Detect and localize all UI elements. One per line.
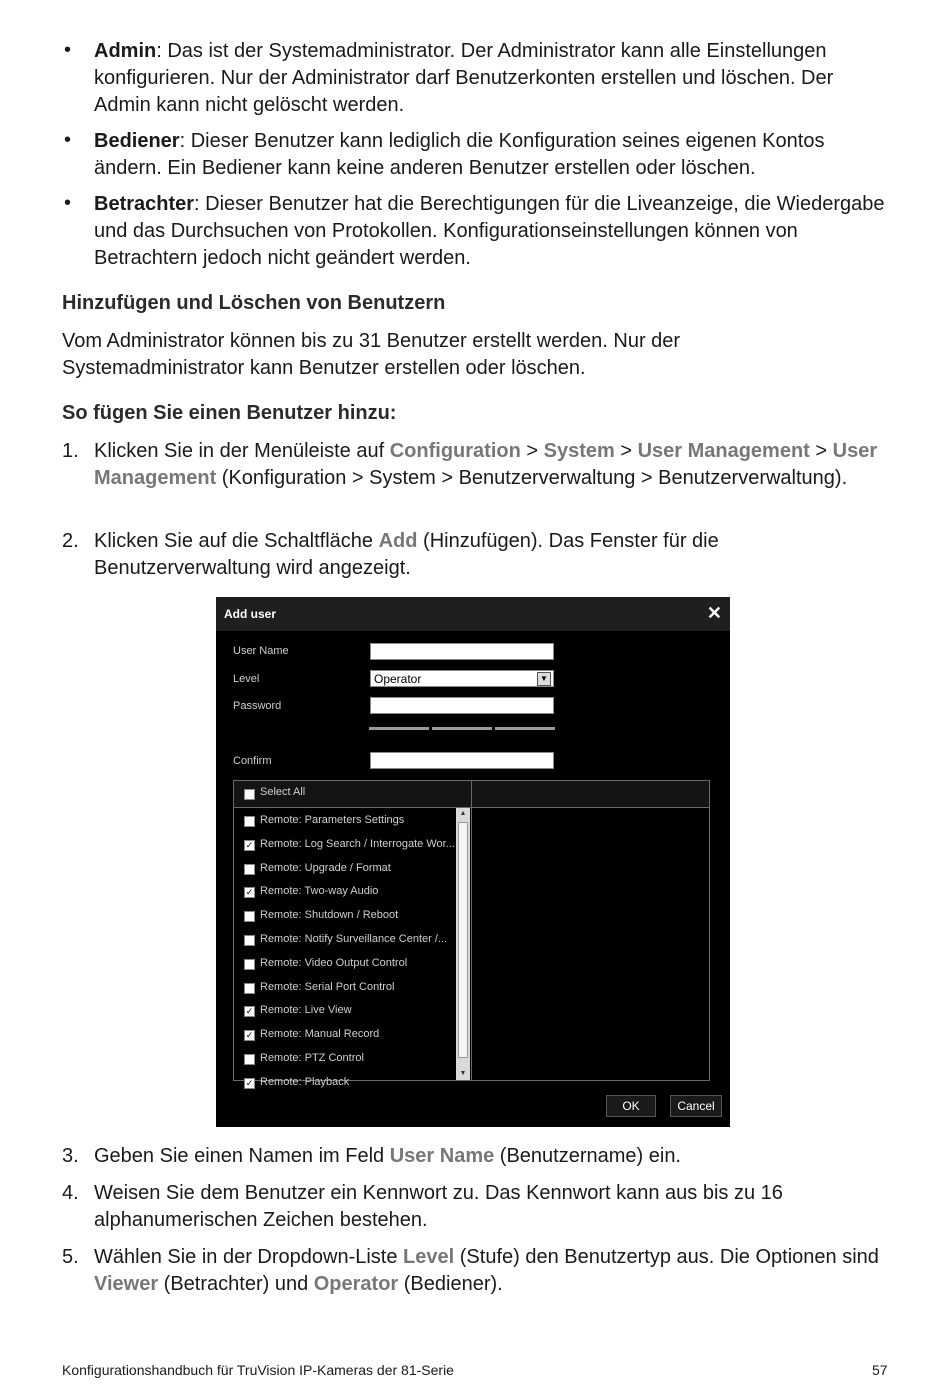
scroll-down-icon[interactable]: ▼ xyxy=(459,1070,467,1077)
permission-label: Remote: PTZ Control xyxy=(260,1052,364,1064)
password-strength-bar xyxy=(432,727,492,730)
page-number: 57 xyxy=(872,1362,888,1378)
step-2: Klicken Sie auf die Schaltfläche Add (Hinzufügen). Das Fenster für die Benutzerverwaltung wird angezeigt. xyxy=(94,530,719,579)
scroll-thumb[interactable] xyxy=(458,822,468,1058)
dialog-titlebar xyxy=(216,597,730,631)
step-number: 5. xyxy=(62,1246,79,1268)
step-4: Weisen Sie dem Benutzer ein Kennwort zu. Das Kennwort kann aus bis zu 16 alphanumerischen Zeichen bestehen. xyxy=(94,1182,783,1231)
role-viewer: Betrachter: Dieser Benutzer hat die Berechtigungen für die Liveanzeige, die Wiedergabe und das Durchsuchen von Protokollen. Konfigurationseinstellungen können von Betrachtern jedoch nicht geändert werden. xyxy=(94,193,885,269)
permission-label: Remote: Playback xyxy=(260,1075,350,1088)
footer-title: Konfigurationshandbuch für TruVision IP-Kameras der 81-Serie xyxy=(62,1362,454,1378)
permission-label: Remote: Upgrade / Format xyxy=(260,861,391,874)
permission-checkbox[interactable]: ✓ xyxy=(245,1006,254,1017)
step-3: Geben Sie einen Namen im Feld User Name (Benutzername) ein. xyxy=(94,1145,681,1167)
step-5: Wählen Sie in der Dropdown-Liste Level (Stufe) den Benutzertyp aus. Die Optionen sind Viewer (Betrachter) und Operator (Bediener). xyxy=(94,1246,879,1295)
permission-label: Remote: Video Output Control xyxy=(260,956,408,969)
permission-checkbox[interactable] xyxy=(244,935,255,946)
permission-label: Remote: Notify Surveillance Center /... xyxy=(260,933,448,945)
ok-button[interactable]: OK xyxy=(606,1095,656,1117)
permission-checkbox[interactable]: ✓ xyxy=(245,887,254,898)
permission-scrollbar[interactable] xyxy=(456,808,470,1080)
permission-label: Remote: Live View xyxy=(260,1004,352,1017)
bullet-dot: • xyxy=(64,129,72,151)
close-icon[interactable]: ✕ xyxy=(706,603,722,623)
confirm-input[interactable] xyxy=(370,752,554,769)
procedure-heading: So fügen Sie einen Benutzer hinzu: xyxy=(62,402,397,424)
level-select[interactable]: Operator ▼ xyxy=(370,670,554,687)
step-number: 2. xyxy=(62,530,79,552)
bullet-dot: • xyxy=(64,39,72,61)
permission-checkbox[interactable] xyxy=(244,864,255,875)
add-user-dialog xyxy=(216,597,730,1127)
password-label: Password xyxy=(233,700,282,712)
step-number: 1. xyxy=(62,440,79,462)
column-divider xyxy=(471,781,472,1080)
password-input[interactable] xyxy=(370,697,554,714)
permission-checkbox[interactable] xyxy=(244,959,255,970)
permission-list xyxy=(234,808,456,1088)
permission-label: Remote: Log Search / Interrogate Wor... xyxy=(260,837,455,850)
permission-checkbox[interactable] xyxy=(244,1054,255,1065)
permission-label: Remote: Serial Port Control xyxy=(260,980,395,993)
password-strength-bar xyxy=(495,727,555,730)
username-label: User Name xyxy=(233,645,289,657)
permission-label: Remote: Shutdown / Reboot xyxy=(260,909,399,922)
permission-checkbox[interactable] xyxy=(244,911,255,922)
select-all-checkbox[interactable] xyxy=(244,789,255,800)
permission-checkbox[interactable]: ✓ xyxy=(245,1030,254,1041)
role-operator: Bediener: Dieser Benutzer kann lediglich die Konfiguration seines eigenen Kontos ändern. Ein Bediener kann keine anderen Benutzer erstellen oder löschen. xyxy=(94,130,825,179)
permission-checkbox[interactable]: ✓ xyxy=(245,839,254,850)
section-heading: Hinzufügen und Löschen von Benutzern xyxy=(62,292,446,314)
permission-checkbox[interactable]: ✓ xyxy=(245,1077,254,1088)
confirm-label: Confirm xyxy=(233,755,272,767)
permission-label: Remote: Manual Record xyxy=(260,1028,380,1041)
level-label: Level xyxy=(233,673,260,685)
step-number: 3. xyxy=(62,1145,79,1167)
step-1: Klicken Sie in der Menüleiste auf Configuration > System > User Management > User Management (Konfiguration > System > Benutzerverwaltung > Benutzerverwaltung). xyxy=(94,440,878,489)
scroll-up-icon[interactable]: ▲ xyxy=(459,810,467,817)
dialog-title: Add user xyxy=(224,607,277,621)
cancel-button[interactable]: Cancel xyxy=(670,1095,722,1117)
role-admin: Admin: Das ist der Systemadministrator. Der Administrator kann alle Einstellungen konfigurieren. Nur der Administrator darf Benutzerkonten erstellen und löschen. Der Admin kann nicht gelöscht werden. xyxy=(94,40,834,116)
permission-label: Remote: Parameters Settings xyxy=(260,814,405,826)
permissions-panel xyxy=(233,780,710,1088)
select-all-label: Select All xyxy=(260,786,306,798)
intro-paragraph: Vom Administrator können bis zu 31 Benutzer erstellt werden. Nur der Systemadministrator kann Benutzer erstellen oder löschen. xyxy=(62,330,681,379)
permission-checkbox[interactable] xyxy=(244,983,255,994)
password-strength-bar xyxy=(369,727,429,730)
permission-checkbox[interactable] xyxy=(244,816,255,827)
bullet-dot: • xyxy=(64,192,72,214)
username-input[interactable] xyxy=(370,643,554,660)
step-number: 4. xyxy=(62,1182,79,1204)
chevron-down-icon: ▼ xyxy=(537,672,551,686)
permission-label: Remote: Two-way Audio xyxy=(260,885,379,898)
